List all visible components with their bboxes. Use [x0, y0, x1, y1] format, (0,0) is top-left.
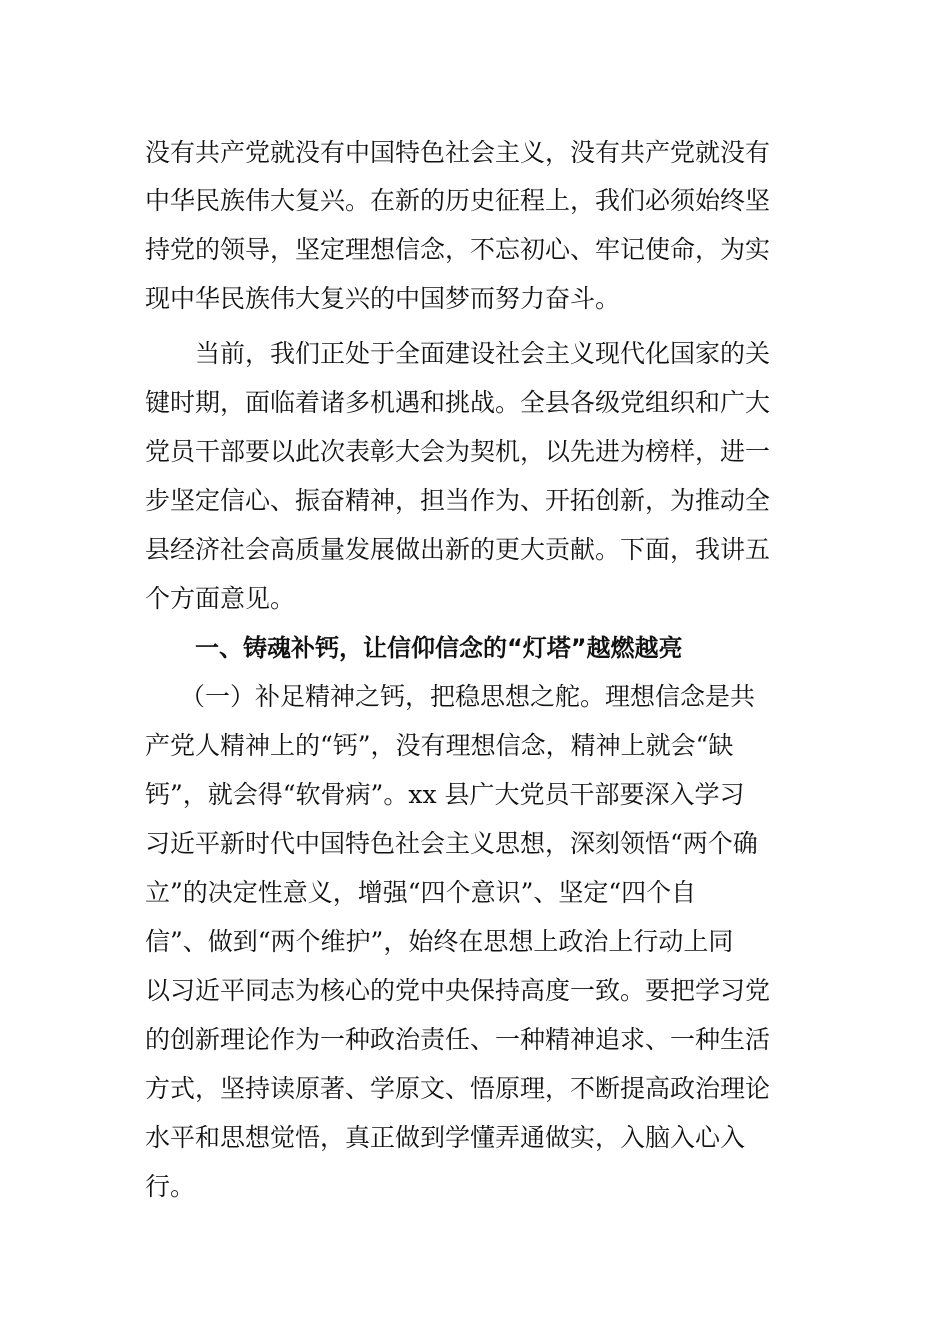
subsection-line-10	[0, 1113, 950, 1163]
paragraph-2-line-6	[0, 574, 950, 624]
subsection-line-4	[0, 819, 950, 869]
subsection-line-3	[0, 770, 950, 820]
paragraph-2-line-1	[0, 329, 950, 379]
paragraph-1-line-4	[0, 274, 950, 324]
paragraph-2-line-2	[0, 378, 950, 428]
line-text: （一）补足精神之钙，把稳思想之舵。理想信念是共	[180, 682, 756, 711]
line-text: 个方面意见。	[145, 584, 296, 613]
subsection-line-7	[0, 966, 950, 1016]
subsection-line-6	[0, 917, 950, 967]
line-text: 没有共产党就没有中国特色社会主义，没有共产党就没有	[145, 138, 771, 167]
section-heading-text: 一、铸魂补钙，让信仰信念的“灯塔”越燃越亮	[195, 634, 683, 662]
line-text: 步坚定信心、振奋精神，担当作为、开拓创新，为推动全	[145, 486, 771, 515]
line-text: 党员干部要以此次表彰大会为契机，以先进为榜样，进一	[145, 437, 771, 466]
line-text: 行。	[145, 1172, 196, 1201]
paragraph-2-line-4	[0, 476, 950, 526]
line-text: 水平和思想觉悟，真正做到学懂弄通做实，入脑入心入	[145, 1123, 746, 1152]
line-text: 以习近平同志为核心的党中央保持高度一致。要把学习党	[145, 976, 771, 1005]
line-text: 产党人精神上的“钙”，没有理想信念，精神上就会“缺	[145, 731, 734, 760]
line-text: 当前，我们正处于全面建设社会主义现代化国家的关	[195, 339, 771, 368]
line-text: 县经济社会高质量发展做出新的更大贡献。下面，我讲五	[145, 535, 771, 564]
paragraph-1-line-1	[0, 128, 950, 178]
line-text: 中华民族伟大复兴。在新的历史征程上，我们必须始终坚	[145, 186, 771, 215]
paragraph-1-line-2	[0, 176, 950, 226]
line-text: 钙”，就会得“软骨病”。xx 县广大党员干部要深入学习	[145, 780, 745, 809]
line-text: 持党的领导，坚定理想信念，不忘初心、牢记使命，为实	[145, 235, 771, 264]
subsection-line-11	[0, 1162, 950, 1212]
section-heading	[0, 623, 950, 673]
paragraph-1-line-3	[0, 225, 950, 275]
line-text: 键时期，面临着诸多机遇和挑战。全县各级党组织和广大	[145, 388, 771, 417]
line-text: 的创新理论作为一种政治责任、一种精神追求、一种生活	[145, 1025, 771, 1054]
subsection-line-1	[0, 672, 950, 722]
paragraph-2-line-3	[0, 427, 950, 477]
line-text: 现中华民族伟大复兴的中国梦而努力奋斗。	[145, 284, 621, 313]
line-text: 习近平新时代中国特色社会主义思想，深刻领悟“两个确	[145, 829, 758, 858]
subsection-line-9	[0, 1064, 950, 1114]
paragraph-2-line-5	[0, 525, 950, 575]
subsection-line-2	[0, 721, 950, 771]
subsection-line-5	[0, 868, 950, 918]
subsection-line-8	[0, 1015, 950, 1065]
line-text: 立”的决定性意义，增强“四个意识”、坚定“四个自	[145, 878, 697, 907]
line-text: 信”、做到“两个维护”，始终在思想上政治上行动上同	[145, 927, 734, 956]
line-text: 方式，坚持读原著、学原文、悟原理，不断提高政治理论	[145, 1074, 771, 1103]
